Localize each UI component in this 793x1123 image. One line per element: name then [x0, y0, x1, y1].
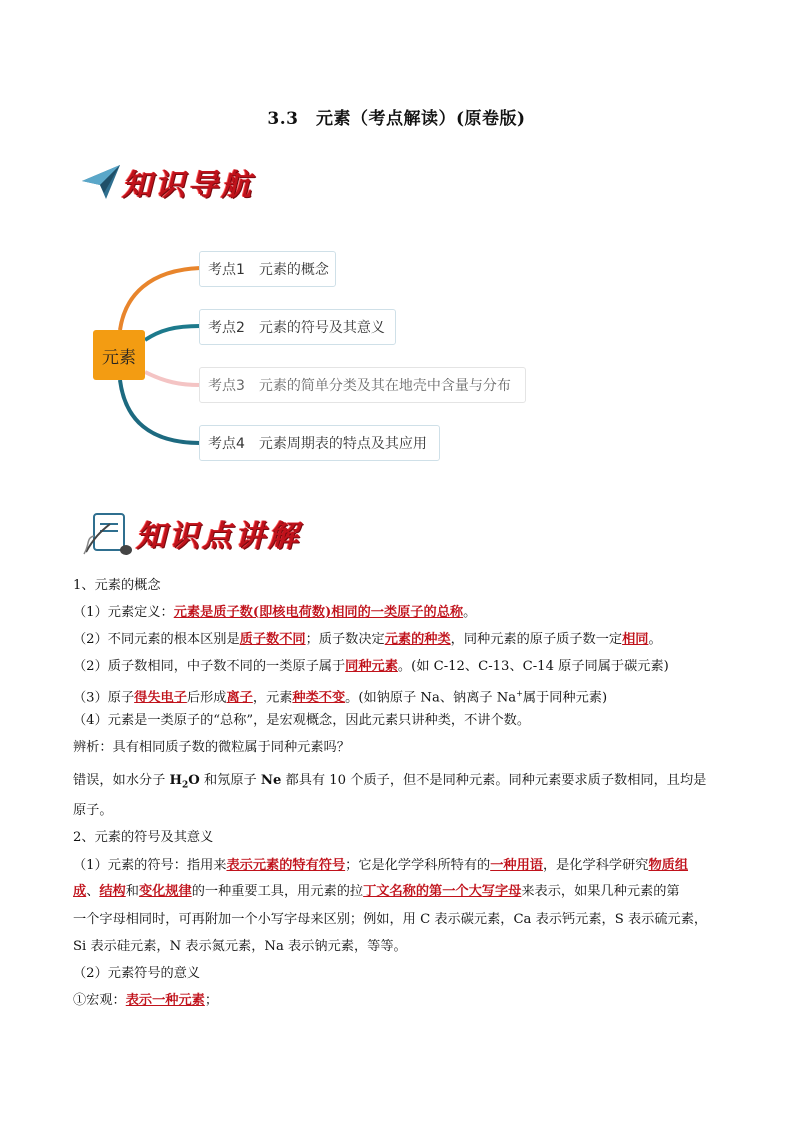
section-2-heading: 2、元素的符号及其意义: [73, 830, 214, 845]
paragraph-symbol-line4: Si 表示硅元素，N 表示氮元素，Na 表示钠元素，等等。: [73, 939, 407, 954]
connector-1: [120, 268, 200, 330]
paragraph-symbol-line2: 成、结构和变化规律的一种重要工具，用元素的拉丁文名称的第一个大写字母来表示，如果几种元素的第: [73, 884, 680, 899]
knowledge-explain-banner: [80, 508, 301, 558]
knowledge-explain-title: 知识点讲解: [136, 519, 301, 554]
paragraph-collective: （4）元素是一类原子的“总称”，是宏观概念，因此元素只讲种类，不讲个数。: [73, 713, 531, 728]
paragraph-macro: ①宏观：表示一种元素；: [73, 993, 219, 1008]
paragraph-symbol-meaning: （2）元素符号的意义: [73, 966, 201, 981]
quill-scroll-icon: [80, 508, 136, 558]
section-1-heading: 1、元素的概念: [73, 578, 161, 593]
mindmap-node-2: 考点2 元素的符号及其意义: [199, 309, 396, 345]
page-title: 3.3 元素（考点解读）(原卷版): [267, 109, 526, 129]
paragraph-isotope: （2）质子数相同，中子数不同的一类原子属于同种元素。(如 C-12、C-13、C-14 原子同属于碳元素): [73, 659, 669, 674]
paragraph-discrimination: 辨析：具有相同质子数的微粒属于同种元素吗？: [73, 740, 350, 755]
connector-3: [145, 372, 200, 385]
connector-4: [120, 380, 200, 443]
paragraph-answer-line1: 错误，如水分子 $H_2O$ 和氖原子 Ne 都具有 10 个质子，但不是同种元素。同种元素要求质子数相同，且均是: [73, 773, 707, 791]
mindmap-node-1: 考点1 元素的概念: [199, 251, 336, 287]
paragraph-answer-line2: 原子。: [73, 803, 113, 818]
paragraph-symbol-line3: 一个字母相同时，可再附加一个小写字母来区别；例如，用 C 表示碳元素，Ca 表示钙元素，S 表示硫元素，: [73, 912, 708, 927]
paragraph-ion: （3）原子得失电子后形成离子，元素种类不变。(如钠原子 Na、钠离子 Na+属于同种元素): [73, 689, 608, 706]
mindmap-node-4: 考点4 元素周期表的特点及其应用: [199, 425, 440, 461]
mindmap-root: 元素: [93, 330, 145, 380]
mindmap-node-3: 考点3 元素的简单分类及其在地壳中含量与分布: [199, 367, 526, 403]
connector-2: [145, 326, 200, 340]
paragraph-definition: （1）元素定义：元素是质子数(即核电荷数)相同的一类原子的总称。: [73, 605, 477, 620]
paragraph-difference: （2）不同元素的根本区别是质子数不同；质子数决定元素的种类，同种元素的原子质子数一定相同。: [73, 632, 662, 647]
paragraph-symbol-line1: （1）元素的符号：指用来表示元素的特有符号；它是化学学科所特有的一种用语，是化学科学研究物质组: [73, 858, 689, 873]
knowledge-nav-title: 知识导航: [122, 168, 254, 203]
